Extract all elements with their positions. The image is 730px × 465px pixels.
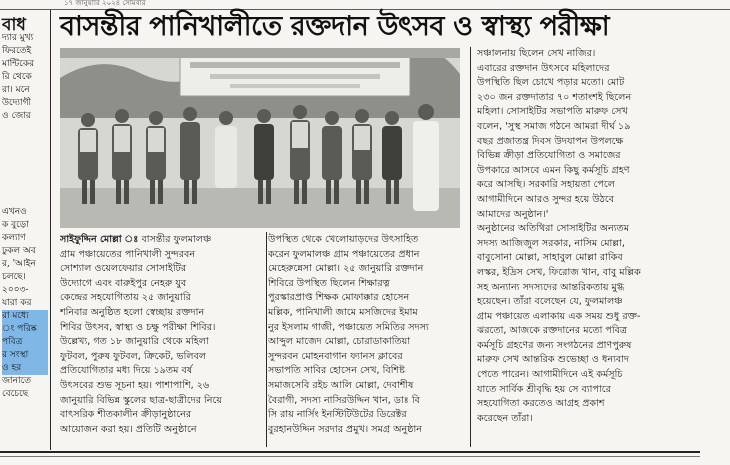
article-line: শনিবার অনুষ্ঠিত হলো স্বেচ্ছায় রক্তদান [60, 306, 205, 318]
article-line: ফুটবল, পুরুষ ফুটবল, ক্রিকেট, ভলিবল [60, 350, 207, 362]
article-line: সঞ্চালনায় ছিলেন সেখ নাজির। [477, 48, 596, 59]
article-line: আমাদের অনুষ্ঠান।' [477, 208, 549, 220]
article-line: সমাজসেবি রইচ আলি মোল্লা, দেবাশীষ [268, 379, 414, 391]
left-line: মান্টিকের [2, 59, 35, 69]
headline: বাসন্তীর পানিখালীতে রক্তদান উৎসব ও স্বাস্থ্য পরীক্ষা [60, 11, 610, 42]
left-line: বেচেছে [2, 389, 29, 399]
left-line: ক বুড়ো [2, 220, 29, 230]
left-line: চলছে। [2, 272, 26, 282]
left-column-article [0, 10, 51, 450]
article-column-2 [268, 233, 467, 437]
article-line: এবারের রক্তদান উৎসবে মহিলাদের [477, 62, 610, 74]
left-line-highlighted: পবিত্র [2, 336, 48, 349]
article-line: হয়েছেন। তাঁরা বলেছেন যে, ফুলমালঞ্চ [477, 296, 623, 308]
article-line: বৈরাগী, সদস্য নাসিরউদ্দিন খান, ডাঃ বি [268, 394, 420, 406]
article-line: শিবির উৎসব, স্বাস্থ্য ও চক্ষু পরীক্ষা শিবির। [60, 321, 216, 333]
article-column-3 [477, 47, 677, 426]
article-line: করেন ফুলমালঞ্চ গ্রাম পঞ্চায়েতের প্রধান [268, 248, 420, 260]
article-line: গ্রাম পঞ্চায়েত এলাকায় এক সময় শুধু রক্ত- [477, 310, 641, 322]
article-line: আগামীদিনে আরও সুন্দর হয়ে উঠবে [477, 193, 615, 205]
article-line: বাৎসরিক শীতকালীন ক্রীড়ানুষ্ঠানের [60, 409, 192, 421]
left-line: এখনও [2, 207, 27, 217]
article-line: যাতে সার্বিক শ্রীবৃদ্ধি হয় সে ব্যাপারে [477, 383, 611, 395]
article-line: উপস্থিতি ছিল চোখে পড়ার মতো। মোট [477, 77, 625, 89]
article-column-1 [60, 233, 265, 437]
article-line: সি রায় নার্সিং ইনস্টিটিউটের ডিরেক্টর [268, 409, 407, 421]
article-line: বাবুসোনা মোল্লা, সাহাবুল মোল্লা রাকিব [477, 252, 623, 264]
article-line: পুরস্কারপ্রাপ্ত শিক্ষক মোফাক্কার হোসেন [268, 292, 410, 304]
left-line-highlighted: রা মধ্যে [2, 310, 48, 323]
article-line: বিভিন্ন ক্রীড়া প্রতিযোগিতা ও সমাজের [477, 150, 621, 162]
article-line: সভাপতি সাবির হোসেন সেখ, বিশিষ্ট [268, 365, 405, 377]
article-line: মারুফ সেখ আন্তরিক শুভেচ্ছা ও ধন্যবাদ [477, 354, 630, 366]
left-line: কল্যাণ [2, 233, 26, 243]
left-line: ফিরতেই [2, 46, 32, 56]
article-line: আয়োজন করা হয়। প্রতিটি অনুষ্ঠানে [60, 423, 197, 435]
article-text: বাসন্তীর ফুলমালঞ্চ [141, 234, 212, 245]
left-line-highlighted: র সংস্থা [2, 349, 48, 362]
article-line: জানুয়ারি বিভিন্ন স্কুলের ছাত্র-ছাত্রীদের নিয়ে [60, 394, 223, 406]
article-line: প্রতিযোগিতার মধ্য দিয়ে ১৯তম বর্ষ [60, 365, 193, 377]
article-line: সুন্দরবন মোহনবাগান ফ্যানস ক্লাবের [268, 350, 403, 362]
bottom-rule-thin [0, 456, 700, 457]
byline: সাইফুদ্দিন মোল্লা ঃ [60, 234, 139, 245]
left-line: ও জোর [2, 111, 31, 121]
column-divider [266, 232, 267, 447]
article-line: সহযোগিতা করতেও আগ্রহ প্রকাশ [477, 398, 605, 410]
article-line: বুরহানউদ্দিন সরদার প্রমুখ। সমগ্র অনুষ্ঠান [268, 423, 422, 435]
article-line: উপস্থিত থেকে খেলোয়াড়দের উৎসাহিত [268, 234, 419, 245]
left-line: উদ্যোগী [2, 98, 32, 108]
article-line: করেছেন তাঁরা। [477, 412, 533, 424]
column-divider [470, 47, 471, 447]
left-line: ঢুকল অব [2, 246, 36, 256]
left-column-heading: বাধ [2, 15, 26, 35]
left-line: দ্যার মুখ্য [2, 33, 34, 43]
article-line: মেহেরুন্নেসা মোল্লা। ২৫ জানুয়ারি রক্তদান [268, 263, 424, 275]
left-line: যারা কর [2, 298, 32, 308]
article-line: বছর প্রজাতন্ত্র দিবস উদযাপন উপলক্ষে [477, 135, 624, 147]
group-photo-illustration [60, 48, 460, 228]
left-line: রা। মনে [2, 85, 30, 95]
article-line: উল্লেখ্য, গত ১৮ জানুয়ারি থেকে মহিলা [60, 336, 209, 348]
article-line: নুর ইসলাম গাজী, পঞ্চায়েত সমিতির সদস্য [268, 321, 429, 333]
article-line: মহিলা। সোসাইটির সভাপতি মারুফ সেখ [477, 106, 628, 118]
article-line: উদ্যোগে এবং বারুইপুর নেহরু যুব [60, 277, 187, 289]
article-line: উপকারে আসবে এমন কিছু কর্মসূচি গ্রহণ [477, 164, 630, 176]
article-line: সদস্য আজিজুল সরকার, নাসিম মোল্লা, [477, 237, 625, 249]
left-line: রি থেকে [2, 72, 32, 82]
article-line: আব্দুল মাজেদ মোল্লা, চোরাডাকাতিয়া [268, 336, 411, 348]
article-line: পেতে পারেন। আগামীদিনে এই কর্মসূচি [477, 369, 623, 381]
article-line: করে আসছি। সরকারি সহায়তা পেলে [477, 179, 615, 191]
article-line: শিবিরে উপস্থিত ছিলেন শিক্ষারত্ন [268, 277, 390, 289]
left-line: র, 'আইন [2, 259, 36, 269]
article-line: মল্লিক, পানিখালী জামে মসজিদের ইমাম [268, 306, 418, 318]
article-line: কেন্দ্রের সহযোগিতায় ২৫ জানুয়ারি [60, 292, 191, 304]
article-line: কর্মসূচি গ্রহণের জন্য সংগঠনের প্রাণপুরুষ [477, 339, 632, 351]
article-line: উৎসবের শুভ সূচনা হয়। পাশাপাশি, ২৬ [60, 379, 210, 391]
left-line: জানাতে [2, 376, 32, 386]
article-line [60, 233, 265, 248]
bottom-rule [0, 451, 700, 453]
article-line: গ্রাম পঞ্চায়েতের পানিখালী সুন্দরবন [60, 248, 196, 260]
article-line: ঝরতো, আজকে রক্তদানের মতো পবিত্র [477, 325, 628, 337]
article-line: সোশ্যাল ওয়েলফেয়ার সোসাইটির [60, 263, 187, 275]
article-line: সহ অন্যান্য সদস্যদের আন্তরিকতায় মুগ্ধ [477, 281, 625, 293]
left-line-highlighted: ং পরিষ্ক [2, 323, 48, 336]
article-line: লস্কর, ইদ্রিস সেখ, ফিরোজ খান, বাবু মল্লিক [477, 266, 641, 278]
left-line-highlighted: ও হর [2, 362, 48, 375]
group-photo [60, 48, 460, 228]
article-line: অনুষ্ঠানের অতিথিরা সোসাইটির অন্যতম [477, 223, 630, 235]
article-line: ২৩০ জন রক্তদাতার ৭০ শতাংশই ছিলেন [477, 91, 632, 103]
left-line: -২০০৩ [2, 285, 29, 295]
page-date: ১৭ জানুয়ারি ২০২৪ সোমবার [64, 0, 146, 7]
article-line: বলেন, 'সুস্থ সমাজ গঠনে আমরা দীর্ঘ ১৯ [477, 120, 631, 132]
